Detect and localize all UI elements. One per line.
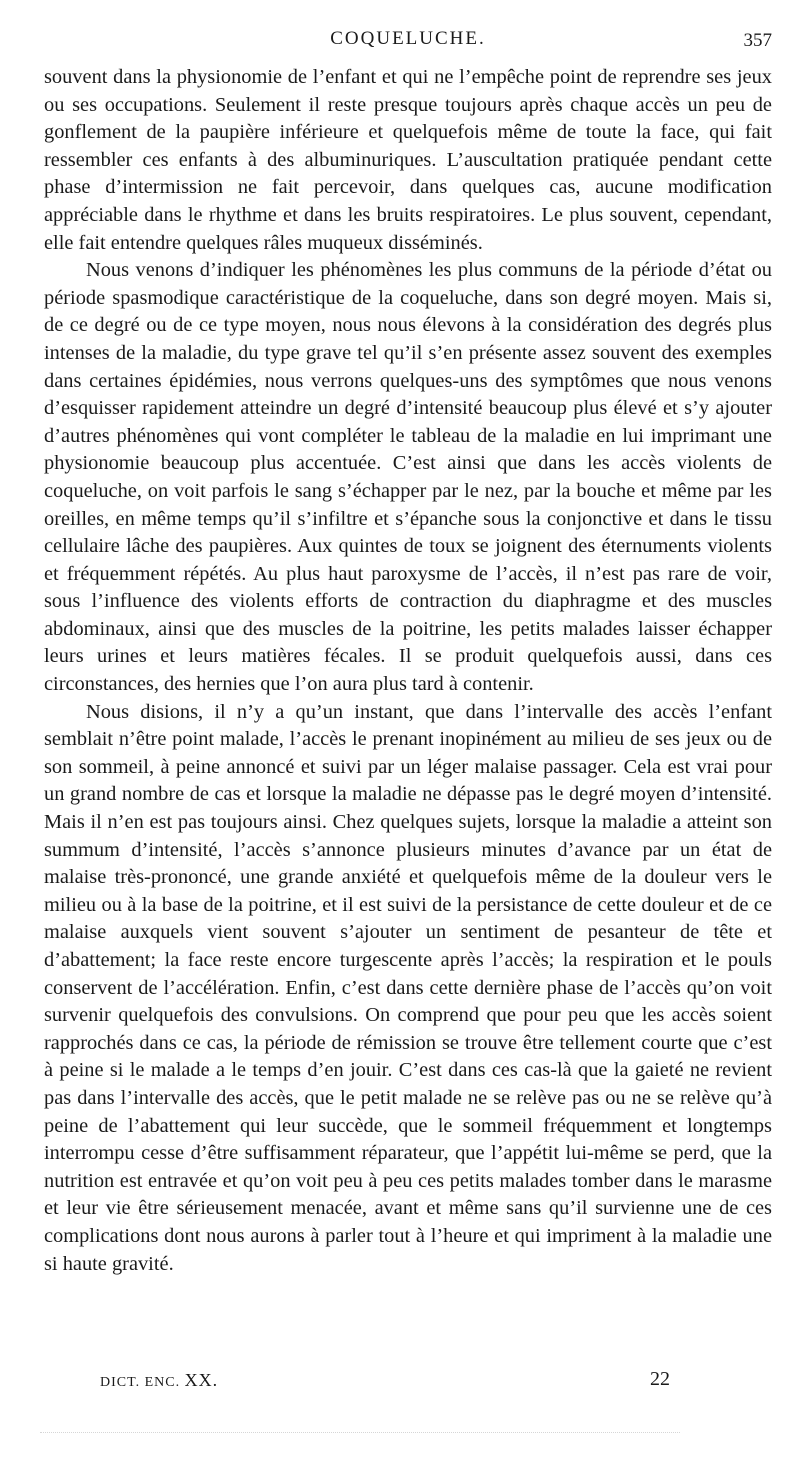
paragraph: souvent dans la physionomie de l’enfant et qui ne l’empêche point de reprendre ses jeux ou ses occupations. Seulement il reste presque toujours après chaque accès un peu de gonflement de la paupière inférieure et quelquefois même de toute la face, qui fait ressembler ces enfants à des albuminuriques. L’auscultation pratiquée pendant cette phase d’intermission ne fait percevoir, dans quelques cas, aucune modification appréciable dans le rhythme et dans les bruits respiratoires. Le plus souvent, cependant, elle fait entendre quelques râles muqueux disséminés.	[44, 66, 772, 254]
page-footer	[100, 1364, 680, 1394]
signature-prefix: DICT. ENC.	[100, 1375, 181, 1390]
running-title: COQUELUCHE.	[330, 28, 486, 49]
printer-signature	[100, 1370, 218, 1391]
signature-volume: XX.	[184, 1370, 219, 1390]
paragraph: Nous venons d’indiquer les phénomènes les plus communs de la période d’état ou période spasmodique caractéristique de la coqueluche, dans son degré moyen. Mais si, de ce degré ou de ce type moyen, nous nous élevons à la considération des degrés plus intenses de la maladie, du type grave tel qu’il s’en présente assez souvent des exemples dans certaines épidémies, nous verrons quelques-uns des symptômes que nous venons d’esquisser rapidement atteindre un degré d’intensité beaucoup plus élevé et s’y ajouter d’autres phénomènes qui vont compléter le tableau de la maladie en lui imprimant une physionomie beaucoup plus accentuée. C’est ainsi que dans les accès violents de coqueluche, on voit parfois le sang s’échapper par le nez, par la bouche et même par les oreilles, en même temps qu’il s’infiltre et s’épanche sous la conjonctive et dans le tissu cellulaire lâche des paupières. Aux quintes de toux se joignent des éternuments violents et fréquemment répétés. Au plus haut paroxysme de l’accès, il n’est pas rare de voir, sous l’influence des violents efforts de contraction du diaphragme et des muscles abdominaux, ainsi que des muscles de la poitrine, les petits malades laisser échapper leurs urines et leurs matières fécales. Il se produit quelquefois aussi, dans ces circonstances, des hernies que l’on aura plus tard à contenir.	[44, 259, 772, 696]
paragraph: Nous disions, il n’y a qu’un instant, que dans l’intervalle des accès l’enfant semblait n’être point malade, l’accès le prenant inopinément au milieu de ses jeux ou de son sommeil, à peine annoncé et suivi par un léger malaise passager. Cela est vrai pour un grand nombre de cas et lorsque la maladie ne dépasse pas le degré moyen d’intensité. Mais il n’en est pas toujours ainsi. Chez quelques sujets, lorsque la maladie a atteint son summum d’intensité, l’accès s’annonce plusieurs minutes d’avance par un état de malaise très-prononcé, une grande anxiété et quelquefois même de la douleur vers le milieu ou à la base de la poitrine, et il est suivi de la persistance de cette douleur et de ce malaise auxquels vient souvent s’ajouter un sentiment de pesanteur de tête et d’abattement; la face reste encore turgescente après l’accès; la respiration et le pouls conservent de l’accélération. Enfin, c’est dans cette dernière phase de l’accès qu’on voit survenir quelquefois des convulsions. On comprend que pour peu que les accès soient rapprochés dans ce cas, la période de rémission se trouve être tellement courte que c’est à peine si le malade a le temps d’en jouir. C’est dans ces cas-là que la gaieté ne revient pas dans l’intervalle des accès, que le petit malade ne se relève pas ou ne se relève qu’à peine de l’abattement qui leur succède, que le sommeil fréquemment et longtemps interrompu cesse d’être suffisamment réparateur, que l’appétit lui-même se perd, que la nutrition est entravée et qu’on voit peu à peu ces petits malades tomber dans le marasme et leur vie être sérieusement menacée, avant et même sans qu’il survienne une de ces complications dont nous aurons à parler tout à l’heure et qui impriment à la maladie une si haute gravité.	[44, 700, 772, 1275]
page-number: 357	[743, 30, 772, 51]
page-header	[44, 28, 772, 58]
body-text	[44, 64, 772, 1278]
sheet-number: 22	[650, 1368, 670, 1390]
bleed-through-line	[40, 1432, 680, 1433]
